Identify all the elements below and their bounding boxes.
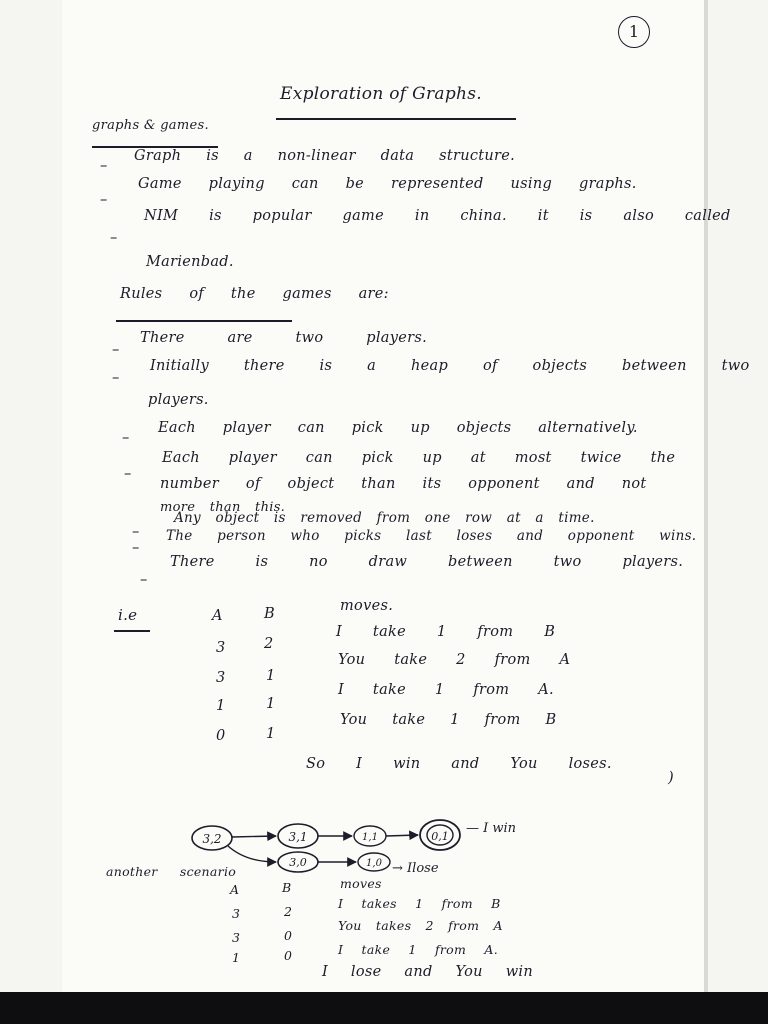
row1-move: I take 1 from B: [336, 624, 556, 640]
node-1-0: [358, 853, 390, 871]
s2-row2-b: 0: [284, 928, 293, 943]
s2-row3-a: 1: [232, 950, 241, 965]
section-heading-graphs-games: graphs & games.: [92, 118, 209, 133]
row4-b: 1: [266, 726, 276, 742]
row2-a: 3: [216, 670, 226, 686]
edge-32-31: [232, 836, 276, 837]
row3-a: 1: [216, 698, 226, 714]
bullet-dash: –: [110, 230, 118, 246]
node-label-0-1: 0,1: [431, 830, 449, 843]
rule-two-players: There are two players.: [140, 330, 427, 346]
bullet-dash: –: [140, 572, 148, 588]
rule-heap-continued: players.: [148, 392, 209, 408]
node-0-1-final: [420, 820, 460, 850]
bullet-nim: NIM is popular game in china. it is also called: [144, 208, 731, 224]
section-heading-rules: Rules of the games are:: [120, 286, 389, 302]
row2-b: 1: [266, 668, 276, 684]
node-label-3-2: 3,2: [202, 832, 222, 846]
row3-b: 1: [266, 696, 276, 712]
s2-row1-a: 3: [232, 906, 241, 921]
s2-row1-move: I takes 1 from B: [338, 896, 501, 911]
bullet-dash: –: [100, 192, 108, 208]
bullet-dash: –: [112, 342, 120, 358]
rule-remove: Any object is removed from one row at a time.: [174, 510, 595, 526]
bullet-graph: Graph is a non-linear data structure.: [134, 148, 516, 164]
s2-col-header-a: A: [230, 882, 240, 897]
bullet-dash: –: [122, 430, 130, 446]
rule-twice-continued: number of object than its opponent and not: [160, 476, 647, 492]
bullet-dash: –: [132, 540, 140, 556]
node-label-3-0: 3,0: [289, 856, 307, 869]
row4-a: 0: [216, 728, 226, 744]
edge-11-01: [386, 835, 418, 836]
s2-row3-move: I take 1 from A.: [338, 942, 499, 957]
example-label: i.e: [118, 606, 138, 624]
node-3-1: [278, 824, 318, 848]
bullet-dash: –: [100, 158, 108, 174]
row2-move: You take 2 from A: [338, 652, 571, 668]
rule-no-draw: There is no draw between two players.: [170, 554, 684, 570]
lose-label: → Ilose: [392, 861, 439, 876]
rule-twice: Each player can pick up at most twice the: [162, 450, 676, 466]
row3-move: I take 1 from A.: [338, 682, 554, 698]
bullet-nim-continued: Marienbad.: [146, 254, 234, 270]
node-3-0: [278, 852, 318, 872]
s2-row2-a: 3: [232, 930, 241, 945]
node-label-1-0: 1,0: [366, 858, 382, 869]
node-1-1: [354, 826, 386, 846]
col-header-b: B: [264, 606, 275, 622]
s2-row1-b: 2: [284, 904, 293, 919]
bullet-game-playing: Game playing can be represented using graphs.: [138, 176, 637, 192]
bullet-dash: –: [112, 370, 120, 386]
scenario2-conclusion: I lose and You win: [322, 964, 533, 980]
row1-b: 2: [264, 636, 274, 652]
s2-col-header-moves: moves: [340, 876, 382, 891]
bullet-dash: –: [132, 524, 140, 540]
margin-mark: ): [668, 770, 674, 786]
rule-last-loses: The person who picks last loses and opponent wins.: [166, 528, 697, 544]
rule-alternate: Each player can pick up objects alternatively.: [158, 420, 638, 436]
bullet-dash: –: [124, 466, 132, 482]
node-3-2: [192, 826, 232, 850]
col-header-moves: moves.: [340, 598, 394, 614]
row4-move: You take 1 from B: [340, 712, 557, 728]
rule-twice-end: more than this.: [160, 500, 286, 515]
page-number: 1: [618, 16, 650, 48]
example-conclusion: So I win and You loses.: [306, 756, 612, 772]
rule-heap: Initially there is a heap of objects between two: [150, 358, 750, 374]
node-label-1-1: 1,1: [362, 832, 378, 843]
scenario2-label: another scenario: [106, 864, 237, 879]
page-title: Exploration of Graphs.: [280, 84, 483, 104]
col-header-a: A: [212, 608, 223, 624]
edge-32-30: [228, 846, 276, 862]
node-label-3-1: 3,1: [288, 830, 308, 844]
row1-a: 3: [216, 640, 226, 656]
s2-row3-b: 0: [284, 948, 293, 963]
s2-col-header-b: B: [282, 880, 292, 895]
s2-row2-move: You takes 2 from A: [338, 918, 503, 933]
win-label: — I win: [466, 821, 517, 836]
